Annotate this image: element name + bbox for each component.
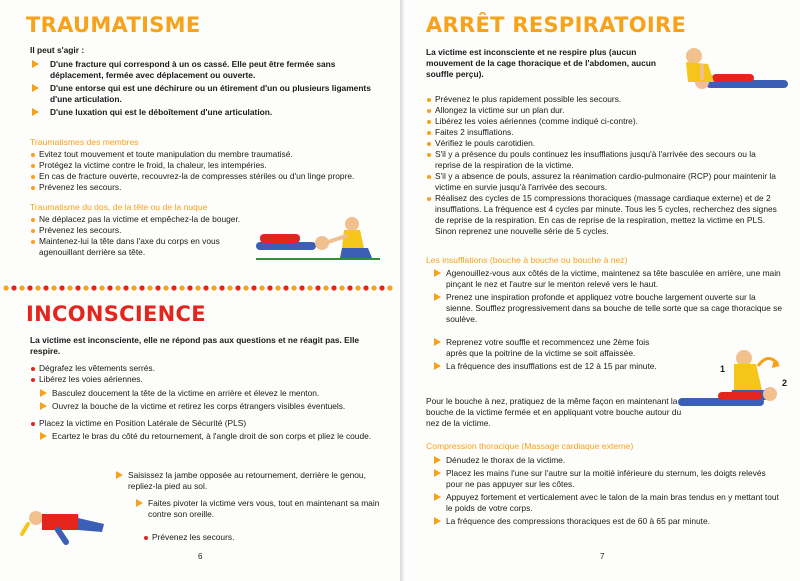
list-item: S'il y a présence du pouls continuez les insufflations jusqu'à l'arrivée des secours ou la reprise de la respiration de la victime. xyxy=(426,149,780,171)
divider-dot xyxy=(75,285,80,290)
list-item: Evitez tout mouvement et toute manipulation du membre traumatisé. xyxy=(30,149,390,160)
traumatisme-title: TRAUMATISME xyxy=(26,13,201,37)
list-item: En cas de fracture ouverte, recouvrez-la de compresses stériles ou d'un linge propre. xyxy=(30,171,390,182)
divider-dot xyxy=(347,285,352,290)
divider-dot xyxy=(3,285,8,290)
divider-dot xyxy=(19,285,24,290)
divider-dot xyxy=(115,285,120,290)
divider-dot xyxy=(227,285,232,290)
divider-dot xyxy=(243,285,248,290)
divider-dot xyxy=(355,285,360,290)
list-item: Prenez une inspiration profonde et appliquez votre bouche largement ouverte sur la sienne. Soufflez progressivement dans sa bouche de telle sorte que sa cage thoracique se soulève. xyxy=(432,292,782,325)
arret-intro: La victime est inconsciente et ne respire plus (aucun mouvement de la cage thoracique et de l'abdomen, aucun souffle perçu). xyxy=(426,47,657,79)
divider-dot xyxy=(195,285,200,290)
list-item: Prévenez les secours. xyxy=(30,225,252,236)
compression-title: Compression thoracique (Massage cardiaque externe) xyxy=(426,441,634,451)
divider-dot xyxy=(219,285,224,290)
divider-dot xyxy=(283,285,288,290)
divider-dot xyxy=(267,285,272,290)
inconscience-list xyxy=(30,363,386,385)
divider-dot xyxy=(379,285,384,290)
insufflations-list-2 xyxy=(432,337,672,374)
divider-dot xyxy=(331,285,336,290)
divider-dot xyxy=(315,285,320,290)
inconscience-section xyxy=(30,335,386,444)
airway-steps xyxy=(38,388,386,412)
divider-dot xyxy=(43,285,48,290)
divider-dot xyxy=(59,285,64,290)
figure-label-1: 1 xyxy=(720,364,726,374)
dos-section xyxy=(30,202,252,258)
page-number: 6 xyxy=(198,552,203,561)
divider-dot xyxy=(163,285,168,290)
divider-dot xyxy=(27,285,32,290)
traumatisme-intro: Il peut s'agir : xyxy=(30,45,85,55)
dos-list xyxy=(30,214,252,258)
divider-dot xyxy=(307,285,312,290)
head-tilt-illustration xyxy=(678,346,794,420)
insufflations-list-1 xyxy=(432,268,782,327)
list-item: Appuyez fortement et verticalement avec le talon de la main bras tendus en y mettant tout le poids de votre corps. xyxy=(432,492,782,514)
list-item: Placez la victime en Position Latérale de Sécurité (PLS) xyxy=(30,418,386,429)
divider-dot xyxy=(155,285,160,290)
divider-dot xyxy=(91,285,96,290)
list-item: Agenouillez-vous aux côtés de la victime, maintenez sa tête basculée en arrière, une main pinçant le nez et l'autre sur le menton relevé vers le haut. xyxy=(432,268,782,290)
prevenez-final xyxy=(143,532,343,543)
list-item: Libérez les voies aériennes (comme indiqué ci-contre). xyxy=(426,116,780,127)
divider-dot xyxy=(99,285,104,290)
pls-step-2 xyxy=(114,470,384,494)
list-item: Prévenez les secours. xyxy=(143,532,343,543)
list-item: La fréquence des insufflations est de 12 à 15 par minute. xyxy=(432,361,672,372)
list-item: Dégrafez les vêtements serrés. xyxy=(30,363,386,374)
divider-dot xyxy=(139,285,144,290)
list-item: D'une entorse qui est une déchirure ou un étirement d'un ou plusieurs ligaments d'une articulation. xyxy=(30,83,386,105)
divider-dot xyxy=(51,285,56,290)
divider-dot xyxy=(11,285,16,290)
divider-dot xyxy=(123,285,128,290)
pls-step-1 xyxy=(38,431,378,442)
divider-dot xyxy=(235,285,240,290)
divider-dot xyxy=(299,285,304,290)
list-item: Faites pivoter la victime vers vous, tout en maintenant sa main contre son oreille. xyxy=(134,498,384,520)
divider-dot xyxy=(107,285,112,290)
divider-dot xyxy=(67,285,72,290)
list-item: Maintenez-lui la tête dans l'axe du corps en vous agenouillant derrière sa tête. xyxy=(30,236,252,258)
pls-victim-illustration xyxy=(18,500,110,546)
divider-dot xyxy=(147,285,152,290)
compression-list xyxy=(432,455,782,529)
list-item: Ne déplacez pas la victime et empêchez-la de bouger. xyxy=(30,214,252,225)
membres-title: Traumatismes des membres xyxy=(30,137,139,147)
traumatisme-section xyxy=(30,45,386,120)
membres-list xyxy=(30,149,390,193)
divider-dot xyxy=(131,285,136,290)
list-item: D'une luxation qui est le déboîtement d'une articulation. xyxy=(30,107,386,118)
list-item: Dénudez le thorax de la victime. xyxy=(432,455,782,466)
divider-dot xyxy=(203,285,208,290)
divider-dot xyxy=(363,285,368,290)
divider-dot xyxy=(371,285,376,290)
right-page xyxy=(404,0,800,581)
dotted-divider xyxy=(0,281,400,295)
list-item: Reprenez votre souffle et recommencez une 2ème fois après que la poitrine de la victime se soit affaissée. xyxy=(432,337,672,359)
list-item: Allongez la victime sur un plan dur. xyxy=(426,105,780,116)
divider-dot xyxy=(187,285,192,290)
list-item: S'il y a absence de pouls, assurez la réanimation cardio-pulmonaire (RCP) pour maintenir la victime en survie jusqu'à l'arrivée des secours. xyxy=(426,171,780,193)
divider-dot xyxy=(275,285,280,290)
list-item: Faites 2 insufflations. xyxy=(426,127,780,138)
list-item: Vérifiez le pouls carotidien. xyxy=(426,138,780,149)
divider-dot xyxy=(251,285,256,290)
list-item: La fréquence des compressions thoraciques est de 60 à 65 par minute. xyxy=(432,516,782,527)
list-item: Prévenez les secours. xyxy=(30,182,390,193)
arret-list xyxy=(426,94,780,237)
divider-dot xyxy=(35,285,40,290)
list-item: Réalisez des cycles de 15 compressions thoraciques (massage cardiaque externe) et de 2 insufflations. La fréquence est 4 cycles par minute. Tous les 5 cycles, recherchez des signes de reprise de la respiration. En cas de reprise de la respiration, mettez la victime en PLS. Sinon reprenez une nouvelle série de 5 cycles. xyxy=(426,193,780,237)
list-item: Basculez doucement la tête de la victime en arrière et élevez le menton. xyxy=(38,388,386,399)
list-item: Protégez la victime contre le froid, la chaleur, les intempéries. xyxy=(30,160,390,171)
divider-dot xyxy=(291,285,296,290)
traumatisme-list xyxy=(30,59,386,118)
bouche-a-nez-text: Pour le bouche à nez, pratiquez de la même façon en maintenant la bouche de la victime fermée et en appliquant votre bouche autour du nez de la victime. xyxy=(426,396,682,428)
divider-dot xyxy=(339,285,344,290)
divider-dot xyxy=(323,285,328,290)
arret-title: ARRÊT RESPIRATOIRE xyxy=(426,13,687,37)
divider-dot xyxy=(171,285,176,290)
list-item: Saisissez la jambe opposée au retournement, derrière le genou, repliez-la pied au sol. xyxy=(114,470,384,492)
divider-dot xyxy=(259,285,264,290)
list-item: Ouvrez la bouche de la victime et retirez les corps étrangers visibles éventuels. xyxy=(38,401,386,412)
inconscience-intro: La victime est inconsciente, elle ne répond pas aux questions et ne réagit pas. Elle respire. xyxy=(30,335,360,356)
pls-list xyxy=(30,418,386,429)
list-item: Prévenez le plus rapidement possible les secours. xyxy=(426,94,780,105)
page-number: 7 xyxy=(600,552,605,561)
list-item: D'une fracture qui correspond à un os cassé. Elle peut être fermée sans déplacement, fermée avec déplacement ou ouverte. xyxy=(30,59,386,81)
dos-title: Traumatisme du dos, de la tête ou de la nuque xyxy=(30,202,208,212)
insufflations-title: Les insufflations (bouche à bouche ou bouche à nez) xyxy=(426,255,628,265)
divider-dot xyxy=(211,285,216,290)
head-support-illustration xyxy=(256,212,380,262)
divider-dot xyxy=(179,285,184,290)
list-item: Ecartez le bras du côté du retournement, à l'angle droit de son corps et pliez le coude. xyxy=(38,431,378,442)
pls-step-3 xyxy=(134,498,384,522)
divider-dot xyxy=(387,285,392,290)
divider-dot xyxy=(83,285,88,290)
list-item: Libérez les voies aériennes. xyxy=(30,374,386,385)
mouth-to-mouth-illustration xyxy=(672,42,790,96)
membres-section xyxy=(30,137,390,193)
list-item: Placez les mains l'une sur l'autre sur la moitié inférieure du sternum, les doigts relevés pour ne pas appuyer sur les côtes. xyxy=(432,468,782,490)
figure-label-2: 2 xyxy=(782,378,788,388)
inconscience-title: INCONSCIENCE xyxy=(26,302,206,326)
